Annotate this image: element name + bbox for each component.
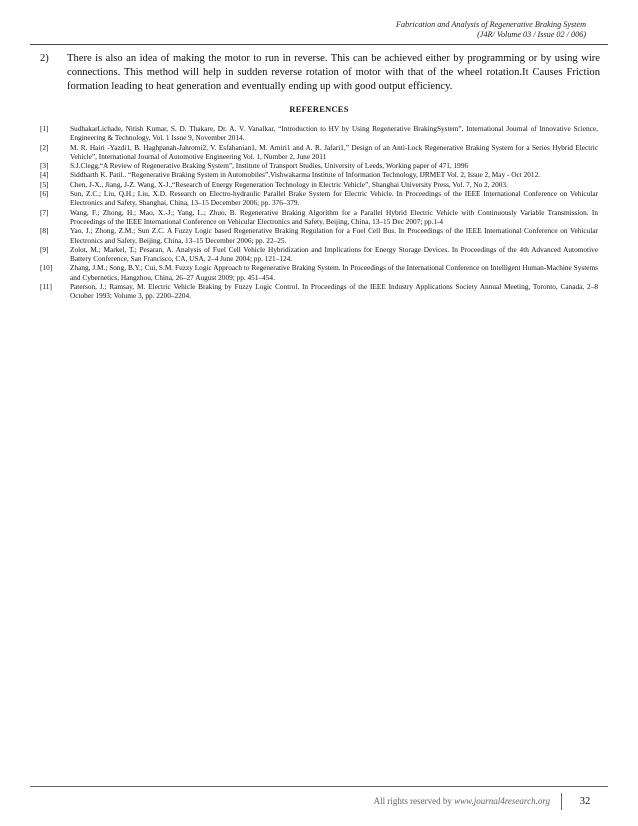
reference-text: SudhakarLichade, Nitish Kumar, S. D. Thakare, Dr. A. V. Vanalkar, “Introduction to HV by Using Regenerative BrakingSystem”, International Journal of Innovative Science, Engineering & Technology, Vol. 1 Issue 9, November 2014. — [70, 124, 598, 143]
reference-text: Siddharth K. Patil.. “Regenerative Braking System in Automobiles”,Vishwakarma Institute of Information Technology, IJRMET Vol. 2, Issue 2, May - Oct 2012. — [70, 170, 541, 180]
reference-number: [8] — [40, 226, 49, 236]
running-header — [186, 20, 586, 40]
reference-number: [11] — [40, 282, 52, 292]
reference-text: Zhang, J.M.; Song, B.Y.; Cui, S.M. Fuzzy Logic Approach to Regenerative Braking System. In Proceedings of the International Conference on Intelligent Human-Machine Systems and Cybernetics, Hangzhou, China, 26–27 August 2009; pp. 451–454. — [70, 263, 598, 282]
reference-number: [5] — [40, 179, 49, 189]
reference-item — [40, 180, 598, 189]
reference-text: S.J.Clegg,“A Review of Regenerative Braking System”, Institute of Transport Studies, University of Leeds, Working paper of 471, 1996 — [70, 161, 469, 171]
reference-number: [2] — [40, 142, 49, 152]
reference-item — [40, 226, 598, 245]
reference-item — [40, 161, 598, 170]
header-divider — [30, 44, 608, 45]
reference-item — [40, 170, 598, 179]
numbered-point — [40, 52, 600, 94]
reference-number: [1] — [40, 124, 49, 133]
reference-text: Zolot, M.; Markel, T.; Pesaran, A. Analysis of Fuel Cell Vehicle Hybridization and Implications for Energy Storage Devices. In Proceedings of the 4th Advanced Automotive Battery Conference, San Francisco, CA, USA, 2–4 June 2004; pp. 121–124. — [70, 244, 598, 264]
reference-number: [4] — [40, 170, 49, 180]
copyright-notice — [374, 796, 550, 806]
reference-item — [40, 189, 598, 208]
reference-number: [9] — [40, 244, 49, 254]
reference-number: [3] — [40, 161, 49, 171]
footer-divider — [30, 786, 608, 787]
reference-text: Yao, J.; Zhong, Z.M.; Sun Z.C. A Fuzzy Logic based Regenerative Braking Regulation for a Fuel Cell Bus. In Proceedings of the IEEE International Conference on Vehicular Electronics and Safety, Beijing, China, 13–15 December 2006; pp. 22–25. — [70, 226, 598, 245]
page-footer — [0, 793, 638, 813]
references-heading: REFERENCES — [289, 105, 349, 114]
header-volume: (J4R/ Volume 03 / Issue 02 / 006) — [477, 30, 586, 39]
journal-website-link[interactable]: www.journal4research.org — [454, 796, 550, 806]
reference-text: Paterson, J.; Ramsay, M. Electric Vehicle Braking by Fuzzy Logic Control. In Proceedings of the IEEE Industry Applications Society Annual Meeting, Toronto, Canada, 2–8 October 1993; Volume 3, pp. 2200–2204. — [70, 282, 598, 301]
reference-item — [40, 143, 598, 162]
reference-item — [40, 124, 598, 143]
reference-item — [40, 208, 598, 227]
reference-item — [40, 282, 598, 301]
reference-list — [40, 124, 598, 301]
reference-text: Wang, F.; Zhong, H.; Mao, X.-J.; Yang, L.; Zhuo, B. Regenerative Braking Algorithm for a Parallel Hybrid Electric Vehicle with Continuously Variable Transmission. In Proceedings of the IEEE International Conference on Vehicular Electronics and Safety, Beijing, China, 13–15 Dec 2007; pp.1-4 — [70, 207, 598, 226]
point-number: 2) — [40, 53, 49, 64]
reference-number: [7] — [40, 207, 49, 217]
reference-text: Sun, Z.C.; Liu, Q.H.; Liu, X.D. Research on Electro-hydraulic Parallel Brake System for Electric Vehicle. In Proceedings of the IEEE International Conference on Vehicular Electronics and Safety, Shanghai, China, 13–15 December 2006; pp. 376–379. — [70, 189, 598, 208]
page-number: 32 — [561, 793, 608, 810]
copyright-text: All rights reserved by — [373, 796, 452, 806]
reference-text: M. R. Hairi -Yazdi1, B. Haghpanah-Jahromi2, V. Esfahanian1, M. Amiri1 and A. R. Jafari1,” Design of an Anti-Lock Regenerative Braking System for a Series Hybrid Electric Vehicle”, International Journal of Automotive Engineering Vol. 1, Number 2, June 2011 — [70, 142, 598, 161]
reference-item — [40, 263, 598, 282]
reference-number: [6] — [40, 189, 49, 199]
header-title: Fabrication and Analysis of Regenerative Braking System — [396, 20, 586, 29]
point-text: There is also an idea of making the motor to run in reverse. This can be achieved either by programming or by using wire connections. This method will help in sudden reverse rotation of motor with that of the wheel rotation.It Causes Friction formation leading to heat generation and eventually ending up with good output efficiency. — [67, 53, 600, 92]
reference-number: [10] — [40, 263, 53, 273]
reference-text: Chen, J-X., Jiang, J-Z. Wang, X-J.,“Research of Energy Regeneration Technology in Electric Vehicle”, Shanghai University Press, Vol. 7, No 2, 2003. — [70, 179, 508, 189]
reference-item — [40, 245, 598, 264]
